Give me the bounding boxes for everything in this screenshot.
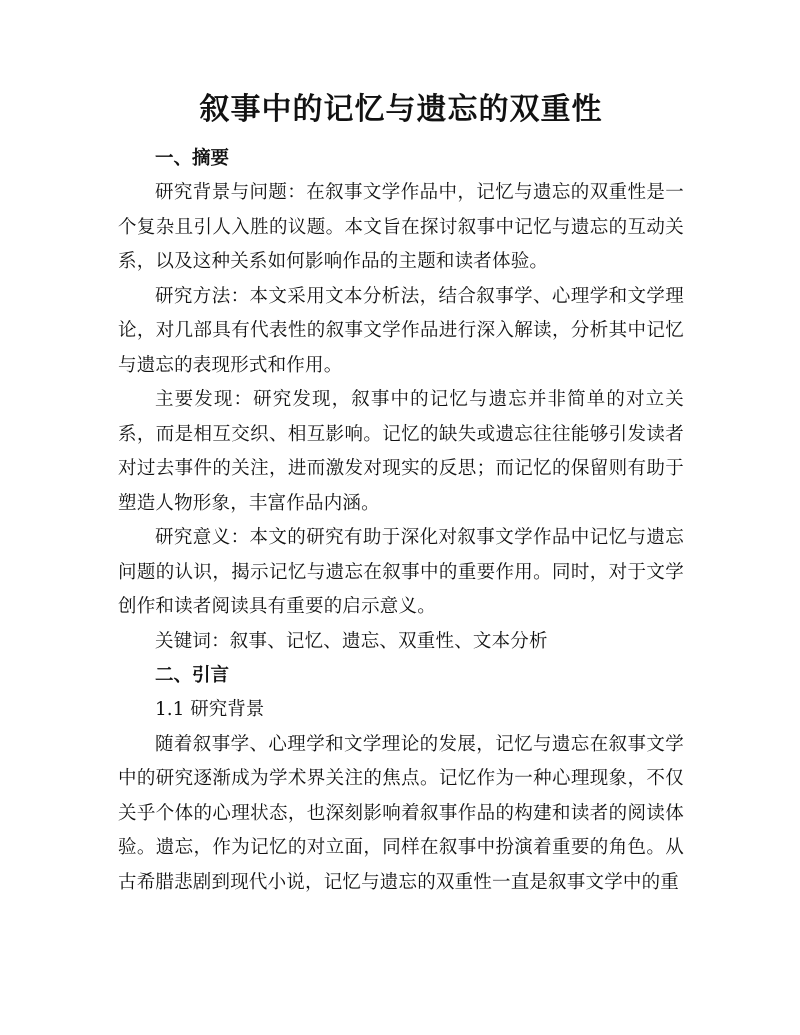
abstract-background-paragraph: 研究背景与问题：在叙事文学作品中，记忆与遗忘的双重性是一个复杂且引人入胜的议题。本文旨在探讨叙事中记忆与遗忘的互动关系，以及这种关系如何影响作品的主题和读者体验。: [118, 182, 684, 272]
abstract-heading: 一、摘要: [155, 148, 230, 169]
introduction-paragraph: 随着叙事学、心理学和文学理论的发展，记忆与遗忘在叙事文学中的研究逐渐成为学术界关注的焦点。记忆作为一种心理现象，不仅关乎个体的心理状态，也深刻影响着叙事作品的构建和读者的阅读体验。遗忘，作为记忆的对立面，同样在叙事中扮演着重要的角色。从古希腊悲剧到现代小说，记忆与遗忘的双重性一直是叙事文学中的重: [118, 733, 684, 893]
research-background-subheading: 1.1 研究背景: [155, 699, 265, 720]
introduction-heading: 二、引言: [155, 665, 230, 686]
document-title: 叙事中的记忆与遗忘的双重性: [199, 92, 603, 127]
abstract-significance-paragraph: 研究意义：本文的研究有助于深化对叙事文学作品中记忆与遗忘问题的认识，揭示记忆与遗忘在叙事中的重要作用。同时，对于文学创作和读者阅读具有重要的启示意义。: [118, 527, 684, 617]
keywords-line: 关键词：叙事、记忆、遗忘、双重性、文本分析: [155, 630, 548, 652]
abstract-method-paragraph: 研究方法：本文采用文本分析法，结合叙事学、心理学和文学理论，对几部具有代表性的叙事文学作品进行深入解读，分析其中记忆与遗忘的表现形式和作用。: [118, 285, 684, 376]
abstract-findings-paragraph: 主要发现：研究发现，叙事中的记忆与遗忘并非简单的对立关系，而是相互交织、相互影响。记忆的缺失或遗忘往往能够引发读者对过去事件的关注，进而激发对现实的反思；而记忆的保留则有助于塑造人物形象，丰富作品内涵。: [118, 389, 684, 514]
document-page: [118, 88, 684, 900]
